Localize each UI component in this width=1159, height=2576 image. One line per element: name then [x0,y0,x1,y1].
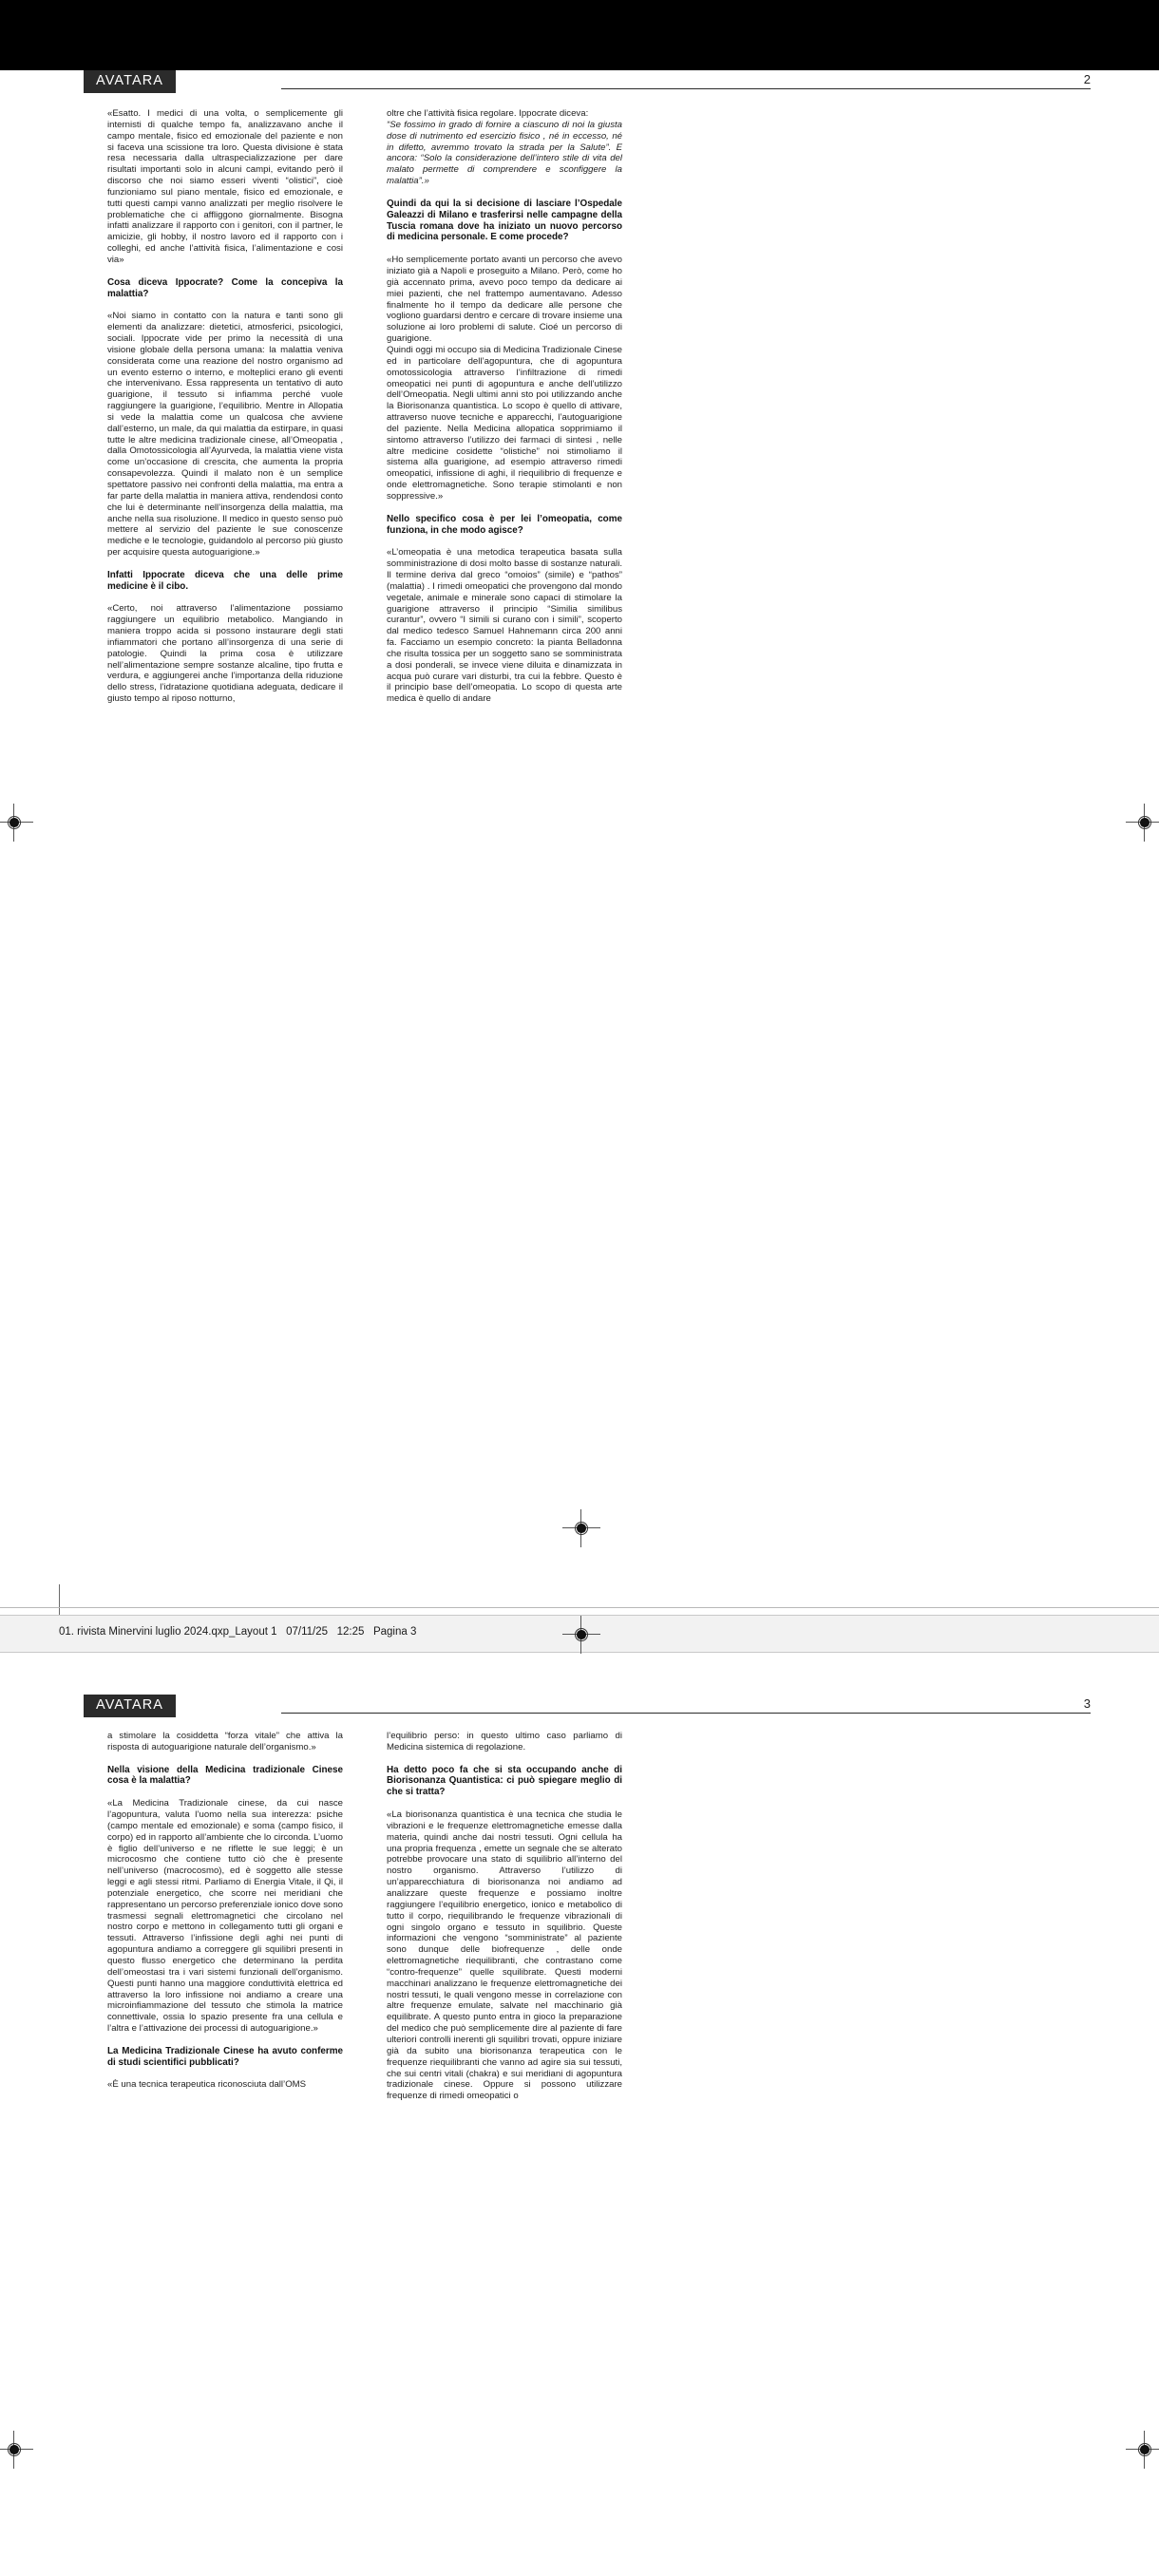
registration-mark-dot [10,818,19,827]
paragraph: Quindi oggi mi occupo sia di Medicina Tradizionale Cinese ed in particolare dell’agopuntura, che di agopuntura omotossicologia attraverso l’infiltrazione di rimedi omeopatici nei punti di agopuntura e anche dell’utilizzo dell’Omeopatia. Negli ultimi anni sto poi utilizzando anche la Biorisonanza quantistica. Lo scopo è quello di attivare, attraverso nuove tecniche e apparecchi, l’autoguarigione del paziente. Nella Medicina allopatica sopprimiamo il sintomo attraverso l’utilizzo dei farmaci di sintesi , nelle altre medicine cosidette “olistiche” noi stimoliamo il sistema alla guarigione, ad esempio attraverso rimedi omeopatici, infissione di aghi, il riequilibrio di frequenze e onde elettromagnetiche. Sono terapie stimolanti e non soppressive.» [387,344,622,502]
page-2-columns [107,1731,622,2102]
publication-badge: AVATARA [84,70,176,93]
paragraph: «È una tecnica terapeutica riconosciuta dall’OMS [107,2079,307,2091]
separator-rule-upper [0,1607,1159,1608]
page-2-column-right [387,1731,622,2102]
paragraph: oltre che l’attività fisica regolare. Ippocrate diceva: [387,108,589,119]
registration-mark-dot [10,2445,19,2454]
registration-mark-dot [577,1630,586,1639]
page-1-columns [107,108,622,705]
paragraph: a stimolare la cosiddetta “forza vitale” che attiva la risposta di autoguarigione naturale dell’organismo.» [107,1731,343,1752]
top-bleed-band [0,0,1159,70]
paragraph: l’equilibrio perso: in questo ultimo caso parliamo di Medicina sistemica di regolazione. [387,1731,622,1752]
crop-mark-left [59,1584,60,1617]
paragraph: «La Medicina Tradizionale cinese, da cui nasce l’agopuntura, valuta l’uomo nella sua interezza: psiche (campo mentale ed emozionale) e soma (campo fisico, il corpo) ed in rapporto all’ambiente che lo circonda. L’uomo è figlio dell’universo e ne riflette le sue leggi; è un microcosmo che contiene tutto ciò che è presente nell’universo (macrocosmo), ed è soggetto alle stesse leggi e agli stessi ritmi. Parliamo di Energia Vitale, il Qi, il potenziale energetico, che scorre nei meridiani che rappresentano un percorso preferenziale ionico dove sono trasmessi segnali elettromagnetici che circolano nel nostro corpo e mettono in collegamento tutti gli organi e tessuti. Attraverso l’infissione degli aghi nei punti di agopuntura andiamo a correggere gli squilibri presenti in questo flusso energetico che determinano la perdita dell’omeostasi tra i vari sistemi funzionali dell’organismo. Questi punti hanno una maggiore conduttività elettrica ed attraverso la loro infissione noi andiamo a creare una microinfiammazione del tessuto che stimola la matrice connettivale, ossia lo spazio presente fra una cellula e l’altra e l’attivazione dei processi di autoguarigione.» [107,1798,343,2035]
page-2-column-left [107,1731,343,2102]
folio-number: 2 [1083,72,1091,86]
registration-mark [4,2439,25,2460]
printed-page-2 [0,1695,1159,2576]
question-heading: La Medicina Tradizionale Cinese ha avuto conferme di studi scientifici pubblicati? [107,2045,343,2068]
paragraph: «L’omeopatia è una metodica terapeutica basata sulla somministrazione di dosi molto basse di sostanze naturali. Il termine deriva dal greco “omoios” (simile) e “pathos” (malattia) . I rimedi omeopatici che provengono dal mondo vegetale, animale e minerale sono capaci di stimolare la guarigione attraverso il principio “Similia similibus curantur”, ovvero “I simili si curano con i simili”, scoperto dal medico tedesco Samuel Hahnemann circa 200 anni fa. Facciamo un esempio concreto: la pianta Belladonna che risulta tossica per un soggetto sano se somministrata a dosi ponderali, se invece viene diluita e dinamizzata in acqua può curare vari disturbi, tra cui la febbre. Questo è il principio base dell’omeopatia. Lo scopo di questa arte medica è quello di andare [387,547,622,705]
page-info-text: 01. rivista Minervini luglio 2024.qxp_Layout 1 07/11/25 12:25 Pagina 3 [59,1626,417,1638]
question-heading: Nello specifico cosa è per lei l’omeopatia, come funziona, in che modo agisce? [387,513,622,536]
running-head-page-2 [84,1695,1091,1721]
registration-mark [1134,812,1155,833]
question-heading: Ha detto poco fa che si sta occupando anche di Biorisonanza Quantistica: ci può spiegare meglio di che si tratta? [387,1764,622,1798]
page-1-column-left [107,108,343,705]
printed-page-1 [0,70,1159,1563]
registration-mark [571,1624,592,1645]
header-rule [281,88,1091,89]
paragraph: «Ho semplicemente portato avanti un percorso che avevo iniziato già a Napoli e proseguito a Milano. Però, come ho già accennato prima, avevo poco tempo da dedicare ai miei pazienti, che nel frattempo aumentavano. Adesso finalmente ho il tempo da dedicare alle persone che vogliono guardarsi dentro e cercare di trovare insieme una soluzione ai loro problemi di salute. Cioé un percorso di guarigione. [387,255,622,345]
publication-badge: AVATARA [84,1695,176,1717]
registration-mark-dot [1140,818,1150,827]
quotation-italic: “Se fossimo in grado di fornire a ciascuno di noi la giusta dose di nutrimento ed esercizio fisico , né in eccesso, né in difetto, avremmo trovato la strada per la Salute”. E ancora: “Solo la considerazione dell’intero stile di vita del malato permette di comprendere e sconfiggere la malattia”.» [387,119,622,187]
folio-number: 3 [1083,1696,1091,1711]
header-rule [281,1713,1091,1714]
registration-mark-dot [1140,2445,1150,2454]
registration-mark [1134,2439,1155,2460]
registration-mark [571,1518,592,1539]
question-heading: Cosa diceva Ippocrate? Come la concepiva la malattia? [107,276,343,299]
question-heading: Quindi da qui la si decisione di lasciare l’Ospedale Galeazzi di Milano e trasferirsi nelle campagne della Tuscia romana dove ha iniziato un nuovo percorso di medicina personale. E come procede? [387,198,622,243]
question-heading: Nella visione della Medicina tradizionale Cinese cosa è la malattia? [107,1764,343,1787]
paragraph: «Noi siamo in contatto con la natura e tanti sono gli elementi da analizzare: dietetici, atmosferici, psicologici, sociali. Ippocrate vide per primo la necessità di una visione globale della persona umana: la malattia veniva considerata come una reazione del nostro organismo ad un evento esterno o interno, e molteplici erano gli eventi che intervenivano. Essa rappresenta un tentativo di auto guarigione, il tessuto si infiamma perché vuole raggiungere la guarigione, l’equilibrio. Mentre in Allopatia si vede la malattia come un qualcosa che avviene dall’esterno, un male, da qui malattia da estirpare, in quasi tutte le altre medicina tradizionale cinese, all’Omeopatia , dalla Omotossicologia all’Ayurveda, la malattia viene vista come un’occasione di crescita, che aumenta la propria consapevolezza. Quindi il malato non è un semplice spettatore passivo nei confronti della malattia, ma entra a far parte della malattia in maniera attiva, rendendosi conto che lui è determinante nell’insorgenza della malattia, ma anche nella sua risoluzione. Il medico in questo senso può mettere al servizio del paziente le sue conoscenze mediche e le tecnologie, guidandolo al percorso più giusto per acquisire questa autoguarigione.» [107,311,343,559]
paragraph: «Certo, noi attraverso l’alimentazione possiamo raggiungere un equilibrio metabolico. Mangiando in maniera troppo acida si possono instaurare degli stati infiammatori che portano all’insorgenza di una serie di patologie. Quindi la prima cosa è utilizzare nell’alimentazione sempre sostanze alcaline, tipo frutta e verdura, e aggiungerei anche l’importanza della riduzione dello stress, l’idratazione quotidiana adeguata, dedicare il giusto tempo al riposo notturno, [107,603,343,705]
paragraph: «La biorisonanza quantistica è una tecnica che studia le vibrazioni e le frequenze elettromagnetiche emesse dalla materia, quindi anche dai nostri tessuti. Ogni cellula ha una propria frequenza , emette un segnale che se alterato potrebbe provocare una stato di squilibrio all’interno del nostro organismo. Attraverso l’utilizzo di un’apparecchiatura di biorisonanza noi andiamo ad analizzare queste frequenze e possiamo inoltre raggiungere l’equilibrio energetico, ionico e metabolico di tutto il corpo, riequilibrando le frequenze vibrazionali di ogni singolo organo e tessuto in squilibrio. Queste informazioni che vengono “somministrate” al paziente sono dunque delle biofrequenze , delle onde elettromagnetiche riequilibranti, che contrastano come “contro-frequenze” quelle squilibrate. Questi moderni macchinari analizzano le frequenze elettromagnetiche dei nostri tessuti, le quali vengono messe in correlazione con altre frequenze emulate, salvate nel macchinario già equilibrate. A questo punto entra in gioco la preparazione del medico che può semplicemente dire al paziente di fare ulteriori controlli inerenti gli squilibri trovati, oppure iniziare già da subito una biorisonanza terapeutica con le frequenze riequilibranti che vanno ad agire sia sui tessuti, che sui centri vitali (chakra) e sui meridiani di agopuntura tradizionale cinese. Oppure si possono utilizzare frequenze di rimedi omeopatici o [387,1809,622,2102]
running-head-page-1 [84,70,1091,97]
question-heading: Infatti Ippocrate diceva che una delle prime medicine è il cibo. [107,569,343,592]
page-1-column-right [387,108,622,705]
registration-mark [4,812,25,833]
paragraph: «Esatto. I medici di una volta, o semplicemente gli internisti di qualche tempo fa, analizzavano anche il campo mentale, fisico ed emozionale del paziente e non si faceva una scissione tra loro. Questa divisione è stata resa necessaria dalla ultraspecializzazione per dare risultati importanti solo in alcuni campi, evitando però il discorso che noi siamo esseri viventi “olistici”, cioè funzioniamo sul piano mentale, fisico ed emozionale, e tutti questi campi vanno analizzati per meglio risolvere le problematiche che ci affliggono giornalmente. Bisogna infatti analizzare il rapporto con i genitori, con il partner, le amicizie, gli hobby, il nostro lavoro ed il rapporto con i colleghi, ed anche l’attività fisica, l’alimentazione e cosi via» [107,108,343,265]
registration-mark-dot [577,1524,586,1533]
